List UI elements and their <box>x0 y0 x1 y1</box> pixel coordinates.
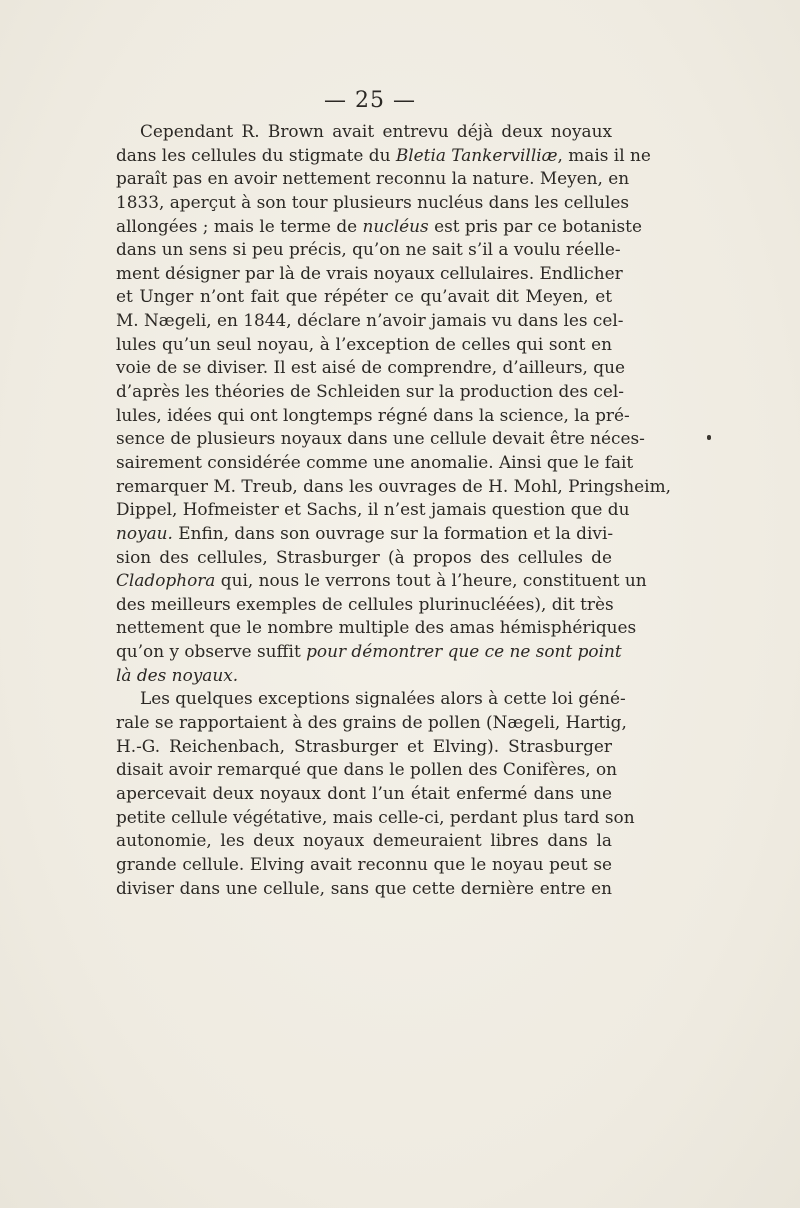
line-text: dans un sens si peu précis, qu’on ne sait s’il a voulu réelle- <box>116 239 621 260</box>
text-line <box>116 191 630 215</box>
line-text: voie de se diviser. Il est aisé de comprendre, d’ailleurs, que <box>116 357 625 378</box>
text-line <box>116 427 645 451</box>
line-text: Dippel, Hofmeister et Sachs, il n’est jamais question que du <box>116 499 630 520</box>
line-text: autonomie, les deux noyaux demeuraient libres dans la <box>116 830 612 851</box>
text-line <box>116 522 612 546</box>
text-line <box>116 711 627 735</box>
text-line <box>116 853 612 877</box>
text-line <box>116 285 612 309</box>
line-text: ment désigner par là de vrais noyaux cellulaires. Endlicher <box>116 262 623 283</box>
text-line <box>116 144 651 168</box>
line-text: disait avoir remarqué que dans le pollen des Conifères, on <box>116 759 618 780</box>
text-line <box>116 451 634 475</box>
text-line <box>116 877 612 901</box>
line-text: Les quelques exceptions signalées alors à cette loi géné- <box>140 688 626 709</box>
line-text: petite cellule végétative, mais celle-ci, perdant plus tard son <box>116 806 635 827</box>
italic-text: noyau. <box>116 522 173 543</box>
text-line <box>116 238 621 262</box>
text-line <box>116 356 625 380</box>
text-line <box>116 546 612 570</box>
text-line <box>116 616 637 640</box>
line-text: est pris par ce botaniste <box>428 215 642 236</box>
line-text: lules qu’un seul noyau, à l’exception de celles qui sont en <box>116 333 612 354</box>
line-text: M. Nægeli, en 1844, déclare n’avoir jamais vu dans les cel- <box>116 310 624 331</box>
line-text: rale se rapportaient à des grains de pollen (Nægeli, Hartig, <box>116 712 627 733</box>
line-text: 1833, aperçut à son tour plusieurs nucléus dans les cellules <box>116 191 630 212</box>
text-line <box>116 120 612 144</box>
line-text: des meilleurs exemples de cellules plurinucléées), dit très <box>116 593 614 614</box>
text-line <box>116 758 618 782</box>
page-number: — 25 — <box>324 88 416 113</box>
line-text: nettement que le nombre multiple des amas hémisphériques <box>116 617 637 638</box>
text-line <box>116 309 624 333</box>
text-line <box>116 475 671 499</box>
text-line <box>116 829 612 853</box>
line-text: dans les cellules du stigmate du <box>116 144 396 165</box>
line-text: lules, idées qui ont longtemps régné dans la science, la pré- <box>116 404 630 425</box>
line-text: sion des cellules, Strasburger (à propos des cellules de <box>116 546 612 567</box>
line-text: apercevait deux noyaux dont l’un était enfermé dans une <box>116 782 612 803</box>
italic-text: pour démontrer que ce ne sont point <box>306 641 622 662</box>
line-text: diviser dans une cellule, sans que cette dernière entre en <box>116 877 612 898</box>
line-text: et Unger n’ont fait que répéter ce qu’avait dit Meyen, et <box>116 286 612 307</box>
line-text: H.-G. Reichenbach, Strasburger et Elving). Strasburger <box>116 735 612 756</box>
line-text: Enfin, dans son ouvrage sur la formation et la divi- <box>172 522 614 543</box>
italic-text: Bletia Tankervilliæ <box>395 144 558 165</box>
text-line <box>116 569 647 593</box>
text-line <box>116 167 630 191</box>
text-line <box>116 735 612 759</box>
text-line <box>116 640 622 664</box>
line-text: sence de plusieurs noyaux dans une cellule devait être néces- <box>116 428 645 449</box>
text-line <box>116 687 626 711</box>
text-line <box>116 333 612 357</box>
text-line <box>116 782 612 806</box>
text-line <box>116 664 612 688</box>
line-text: paraît pas en avoir nettement reconnu la nature. Meyen, en <box>116 168 630 189</box>
body-text <box>116 120 671 900</box>
italic-text: là des noyaux. <box>116 664 239 685</box>
text-line <box>116 380 624 404</box>
text-line <box>116 593 612 617</box>
line-text: qu’on y observe suffit <box>116 641 307 662</box>
text-line <box>116 262 623 286</box>
line-text: remarquer M. Treub, dans les ouvrages de H. Mohl, Pringsheim, <box>116 475 671 496</box>
text-line <box>116 215 642 239</box>
italic-text: Cladophora <box>116 570 216 591</box>
text-line <box>116 498 630 522</box>
line-text: allongées ; mais le terme de <box>116 215 363 236</box>
line-text: d’après les théories de Schleiden sur la production des cel- <box>116 381 624 402</box>
line-text: , mais il ne <box>557 144 651 165</box>
line-text: grande cellule. Elving avait reconnu que le noyau peut se <box>116 853 612 874</box>
ink-speck <box>707 435 711 440</box>
line-text: qui, nous le verrons tout à l’heure, constituent un <box>215 570 647 591</box>
text-line <box>116 806 635 830</box>
text-line <box>116 404 630 428</box>
line-text: Cependant R. Brown avait entrevu déjà deux noyaux <box>140 121 612 141</box>
line-text: sairement considérée comme une anomalie. Ainsi que le fait <box>116 451 634 472</box>
italic-text: nucléus <box>362 215 429 236</box>
